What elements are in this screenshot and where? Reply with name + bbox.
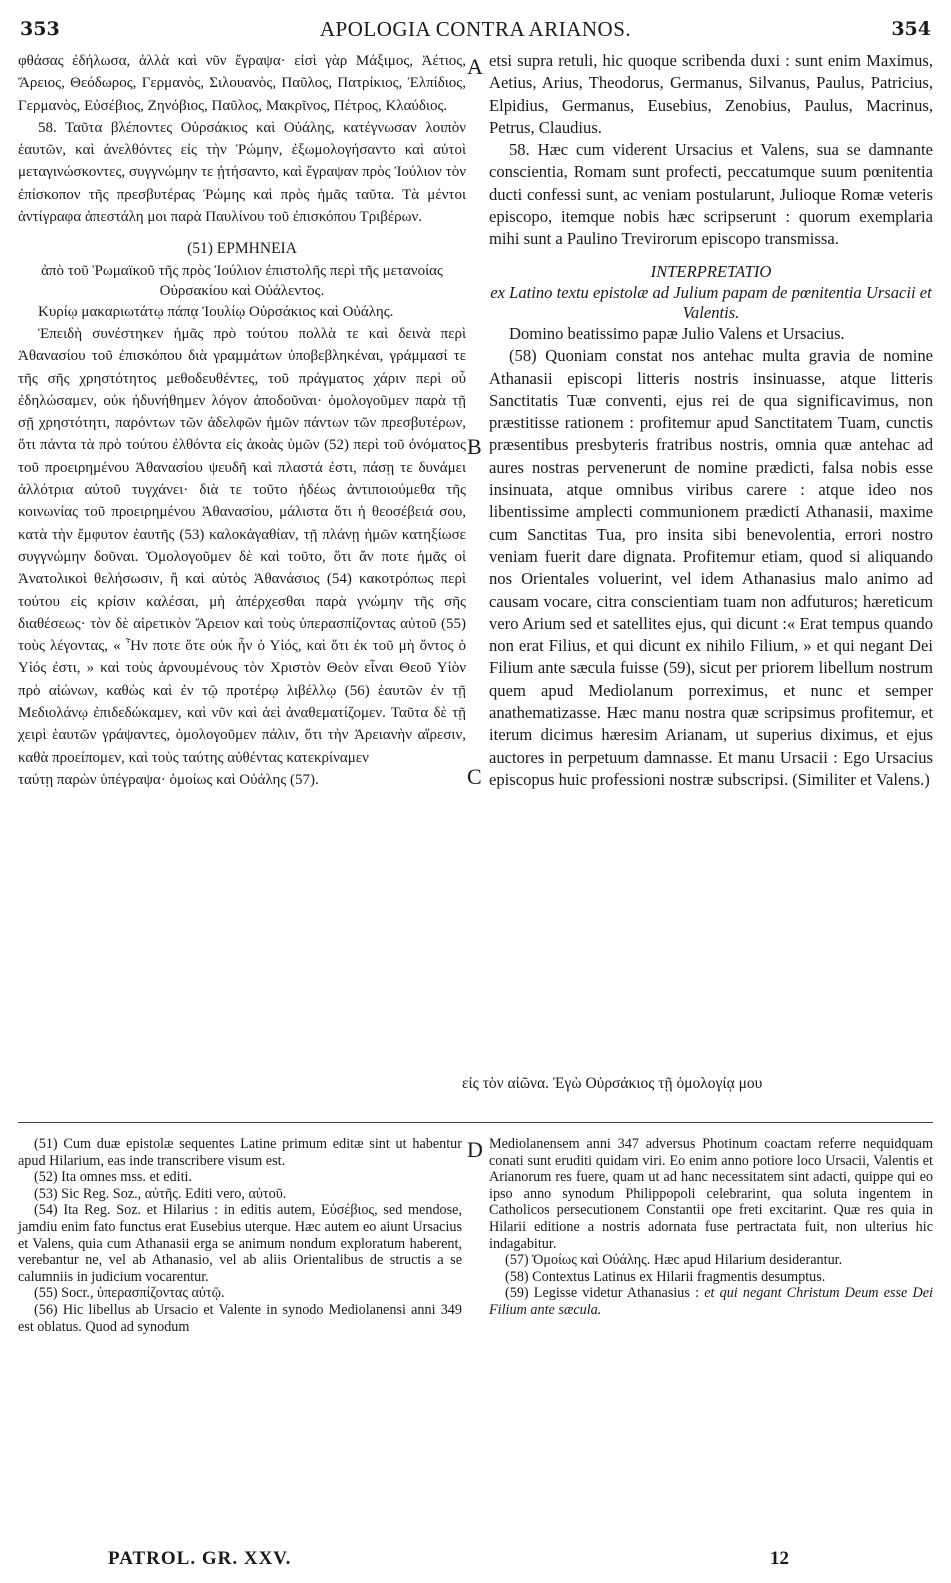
latin-column: [489, 50, 933, 791]
page-header: [0, 14, 951, 44]
footnote: (56) Hic libellus ab Ursacio et Valente in synodo Mediolanensi anni 349 est oblatus. Quod ad synodum: [18, 1301, 462, 1335]
margin-letter-c: C: [467, 764, 482, 789]
page-number-left: 353: [20, 18, 60, 40]
footnotes-right: [489, 1136, 933, 1319]
margin-letter-d: D: [467, 1137, 483, 1162]
footer-series: PATROL. GR. XXV.: [108, 1548, 292, 1569]
greek-paragraph: Ἐπειδὴ συνέστηκεν ἡμᾶς πρὸ τούτου πολλὰ τε καὶ δεινὰ περὶ Ἀθανασίου τοῦ ἐπισκόπου διὰ γραμμάτων ὑποβεβληκέναι, γράμμασί τε τῆς σῆς χρηστότητος μεθοδευθέντες, τοῦ πράγματος χάριν περὶ οὗ ἐδηλώσαμεν, οὐκ ἠδυνήθημεν λόγον ἀποδοῦναι· ὁμολογοῦμεν παρὰ τῇ σῇ χρηστότητι, παρόντων τῶν ἀδελφῶν ἡμῶν πάντων τῶν πρεσβυτέρων, ὅτι πάντα τὰ πρὸ τούτου ἐλθόντα εἰς ἀκοὰς ὑμῶν (52) περὶ τοῦ ὀνόματος τοῦ προειρημένου Ἀθανασίου ψευδῆ καὶ πλαστά ἐστι, πάσῃ τε δυνάμει ἀλλότρια αὐτοῦ τυγχάνει· διὰ τε τοῦτο ἡδέως ἀντιποιούμεθα τῆς κοινωνίας τοῦ προειρημένου Ἀθανασίου, μάλιστα ὅτι ἡ θεοσέβειά σου, κατὰ τὴν ἔμφυτον ἑαυτῆς (53) καλοκἀγαθίαν, τῇ πλάνῃ ἡμῶν κατηξίωσε συγγνώμην δοῦναι. Ὁμολογοῦμεν δὲ καὶ τοῦτο, ὅτι ἄν ποτε ἡμᾶς οἱ Ἀνατολικοὶ θελήσωσιν, ἢ καὶ αὐτὸς Ἀθανάσιος (54) κακοτρόπως περὶ τούτου εἰς κρίσιν καλέσαι, μὴ ἀπέρχεσθαι παρὰ γνώμην τῆς σῆς διαθέσεως· τὸν δὲ αἱρετικὸν Ἄρειον καὶ τοὺς ὑπερασπίζοντας αὐτοῦ (55) τοὺς λέγοντας, « Ἦν ποτε ὅτε οὐκ ἦν ὁ Υἱός, καὶ ὅτι ἐκ τοῦ μὴ ὄντος ὁ Υἱός ἐστι, » καὶ τοὺς ἀρνουμένους τὸν Χριστὸν Θεὸν εἶναι Θεοῦ Υἱὸν πρὸ αἰώνων, καθὼς καὶ ἐν τῷ προτέρῳ λιβέλλῳ (56) ἑαυτῶν ἐν τῇ Μεδιολάνῳ ἐπιδεδώκαμεν, καὶ νῦν καὶ ἀεὶ ἀναθεματίζομεν. Ταῦτα δὲ τῇ χειρὶ ἑαυτῶν γράψαντες, ὁμολογοῦμεν πάλιν, ὅτι τὴν Ἀρειανὴν αἵρεσιν, καθὰ προείπομεν, καὶ τοὺς ταύτης αὐθέντας κατεκρίναμεν: [18, 325, 466, 766]
latin-section-title: INTERPRETATIO: [650, 261, 772, 281]
footnote: Mediolanensem anni 347 adversus Photinum coactam referre nequidquam conati sunt eruditi quidam viri. Eo enim anno potiore loco Ursacii, Valentis et Arianorum res fuere, quam ut ad hanc necessitatem sint adacti, quippe qui eo ipso anno synodum Philippopoli celebrarint, qua soluta ingentem in Catholicos persecutionem Constantii ope freti excitarint. Quæ res quia in Hilarii editione a nostris adornata fuse pertractata fuit, non ulterius hic indagabitur.: [489, 1136, 933, 1252]
greek-subtitle: ἀπὸ τοῦ Ῥωμαϊκοῦ τῆς πρὸς Ἰούλιον ἐπιστολῆς περὶ τῆς μετανοίας Οὐρσακίου καὶ Οὐάλεντος.: [41, 262, 443, 299]
latin-paragraph: (58) Quoniam constat nos antehac multa gravia de nomine Athanasii episcopi litteris nostris insinuasse, atque litteris Sanctitatis Tuæ conventi, ejus rei de qua significavimus, non præstitisse rationem : profitemur apud Sanctitatem Tuam, cunctis præsentibus presbyteris fratribus nostris, omnia quæ antehac ad aures nostras pervenerunt de nomine prædicti, falsa nobis esse insinuata, atque omnibus viribus carere : atque ideo nos libentissime amplecti communionem prædicti Athanasii, maxime cum Sanctitas Tua, pro insita sibi benevolentia, errori nostro veniam fuerit dare dignata. Profitemur etiam, quod si aliquando nos Orientales voluerint, vel idem Athanasius malo animo ad causam vocare, citra conscientiam tuam non adfuturos; hæreticum vero Arium sed et satellites ejus, qui dicunt :« Erat tempus quando non erat Filius, et qui dicunt ex nihilo Filium, » et qui negant Dei Filium ante sæcula fuisse (59), sicut per priorem libellum nostrum quem apud Mediolanum porreximus, et nunc et semper anathematizasse. Hæc manu nostra quæ scripsimus profitemur, et iterum dicimus hæresim Arianam, ut superius diximus, et ejus auctores in perpetuum damnasse. Et manu Ursacii : Ego Ursacius episcopus huic professioni nostræ subscripsi. (Similiter et Valens.): [489, 346, 933, 789]
greek-paragraph: φθάσας ἐδήλωσα, ἀλλὰ καὶ νῦν ἔγραψα· εἰσὶ γὰρ Μάξιμος, Ἀέτιος, Ἄρειος, Θεόδωρος, Γερμανὸς, Σιλουανὸς, Παῦλος, Πατρίκιος, Ἐλπίδιος, Γερμανὸς, Εὐσέβιος, Ζηνόβιος, Παῦλος, Μακρῖνος, Πέτρος, Κλαύδιος.: [18, 53, 466, 114]
footnote: (52) Ita omnes mss. et editi.: [34, 1169, 193, 1186]
latin-paragraph: etsi supra retuli, hic quoque scribenda duxi : sunt enim Maximus, Aetius, Arius, Theodorus, Germanus, Silvanus, Paulus, Patricius, Elpidius, Germanus, Eusebius, Zenobius, Paulus, Macrinus, Petrus, Claudius.: [489, 51, 933, 137]
footnotes-left: [18, 1136, 462, 1335]
greek-paragraph: ταύτῃ παρὼν ὑπέγραψα· ὁμοίως καὶ Οὐάλης (57).: [18, 771, 319, 788]
latin-paragraph: 58. Hæc cum viderent Ursacius et Valens, sua se damnante conscientia, Romam sunt profecti, peccatumque suum pœnitentia ducti confessi sunt, ac veniam postularunt, Julioque Romæ veteris episcopo, itemque nobis hæc scripserunt : quorum exemplaria mihi sunt a Paulino Trevirorum episcopo transmissa.: [489, 140, 933, 249]
footnote-text: (59) Legisse videtur Athanasius :: [505, 1285, 705, 1302]
footnote: [489, 1285, 933, 1318]
footnote: (53) Sic Reg. Soz., αὐτῆς. Editi vero, αὐτοῦ.: [34, 1185, 287, 1202]
footnote: (58) Contextus Latinus ex Hilarii fragmentis desumptus.: [505, 1268, 826, 1285]
footnote-italic-text: et qui negant Christum Deum esse Dei Filium ante sæcula.: [489, 1285, 933, 1318]
footnote: (57) Ὁμοίως καὶ Οὐάλης. Hæc apud Hilarium desiderantur.: [505, 1252, 843, 1269]
page-number-right: 354: [891, 18, 931, 40]
latin-salutation: Domino beatissimo papæ Julio Valens et Ursacius.: [509, 323, 845, 343]
footnote: (54) Ita Reg. Soz. et Hilarius : in editis autem, Εὐσέβιος, sed mendose, jamdiu enim fato functus erat Eusebius uterque. Hæc autem eo aiunt Ursacius et Valens, quia cum Athanasii erga se animum nondum exploratum haberent, verebantur ne, vel ab Athanasio, vel ab aliis Orientalibus de structis a se calumniis in judicium vocarentur.: [18, 1202, 462, 1285]
greek-section-title: (51) ΕΡΜΗΝΕΙΑ: [187, 240, 297, 258]
greek-continuation-line: εἰς τὸν αἰῶνα. Ἐγὼ Οὐρσάκιος τῇ ὁμολογίᾳ μου: [462, 1075, 763, 1092]
footnote-divider: [18, 1122, 933, 1123]
greek-column: [18, 50, 466, 791]
latin-subtitle: ex Latino textu epistolæ ad Julium papam de pœnitentia Ursacii et Valentis.: [490, 282, 932, 322]
footer-signature-number: 12: [770, 1548, 789, 1569]
footnote: (51) Cum duæ epistolæ sequentes Latine primum editæ sint ut habentur apud Hilarium, eas inde transcribere visum est.: [18, 1136, 462, 1169]
running-title: APOLOGIA CONTRA ARIANOS.: [319, 17, 632, 41]
margin-letter-b: B: [467, 434, 482, 459]
greek-paragraph: 58. Ταῦτα βλέποντες Οὐρσάκιος καὶ Οὐάλης, κατέγνωσαν λοιπὸν ἑαυτῶν, καὶ ἀνελθόντες εἰς τὴν Ῥώμην, ἐξωμολογήσαντο καὶ αὐτοὶ μεταγινώσκοντες, συγγνώμην τε ᾐτήσαντο, καὶ ἔγραψαν πρὸς Ἰούλιον τὸν ἐπίσκοπον τῆς πρεσβυτέρας Ῥώμης καὶ πρὸς ἡμᾶς ταῦτα. Τὰ μέντοι ἀντίγραφα ἀπεστάλη μοι παρὰ Παυλίνου τοῦ ἐπισκόπου Τριβέρων.: [18, 119, 466, 226]
margin-letter-a: A: [467, 54, 483, 79]
page-footer: [0, 1548, 951, 1578]
footnote: (55) Socr., ὑπερασπίζοντας αὐτῷ.: [34, 1285, 225, 1302]
greek-salutation: Κυρίῳ μακαριωτάτῳ πάπᾳ Ἰουλίῳ Οὐρσάκιος καὶ Οὐάλης.: [38, 303, 394, 320]
